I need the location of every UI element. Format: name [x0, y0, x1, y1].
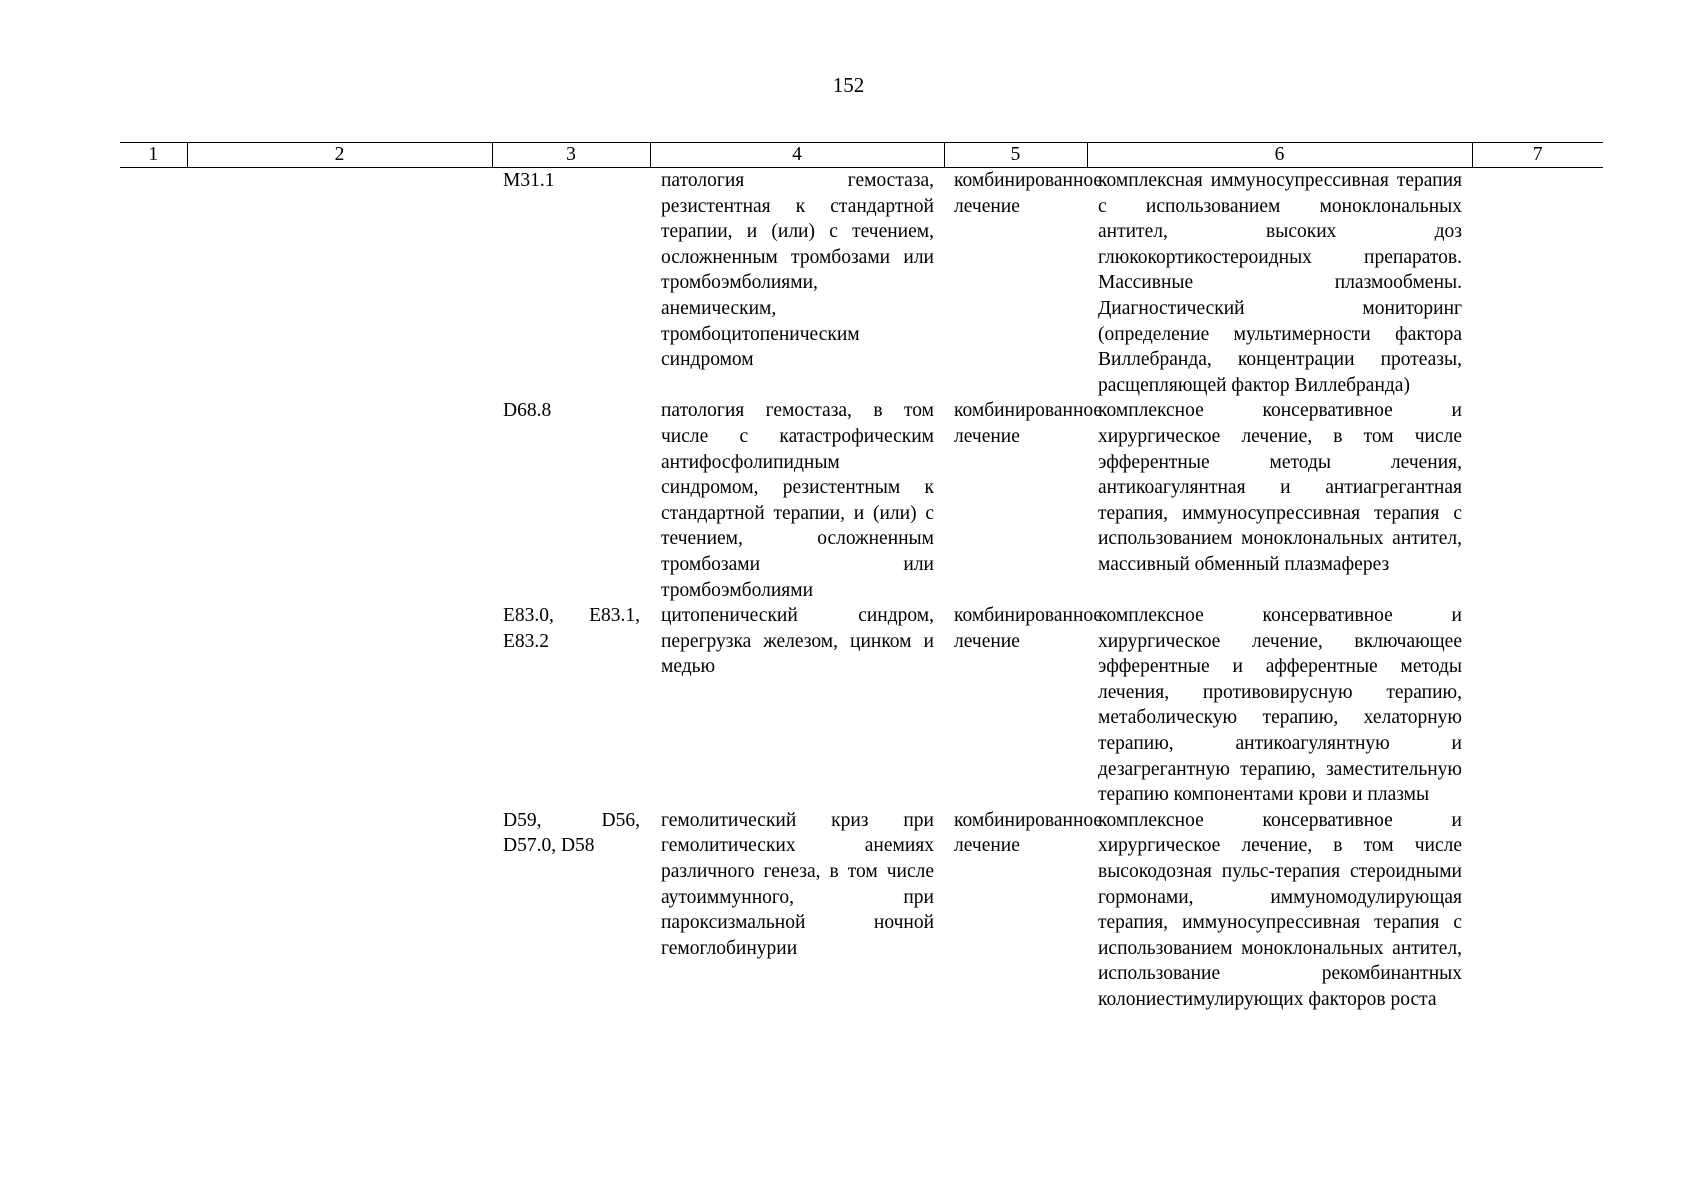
cell-col7: [1472, 168, 1603, 399]
cell-col1: [120, 398, 187, 603]
header-col-3: 3: [492, 143, 650, 168]
cell-code: D59, D56, D57.0, D58: [503, 809, 640, 857]
cell-description: патология гемостаза, резистентная к стандартной терапии, и (или) с течением, осложненным тромбозами или тромбоэмболиями, анемическим, тромбоцитопеническим синдромом: [661, 170, 934, 371]
cell-treatment-type: комбинированное лечение: [954, 170, 1103, 217]
cell-code: E83.0, E83.1, E83.2: [503, 605, 640, 652]
cell-col2: [187, 808, 492, 1013]
table-row: [120, 398, 1603, 603]
cell-col1: [120, 168, 187, 399]
header-col-5: 5: [944, 143, 1087, 168]
table-row: [120, 603, 1603, 808]
cell-description: патология гемостаза, в том числе с катастрофическим антифосфолипидным синдромом, резистентным к стандартной терапии, и (или) с течением, осложненным тромбозами или тромбоэмболиями: [661, 400, 934, 601]
cell-col2: [187, 398, 492, 603]
table-row: [120, 808, 1603, 1013]
cell-description: гемолитический криз при гемолитических анемиях различного генеза, в том числе аутоиммунного, при пароксизмальной ночной гемоглобинурии: [661, 809, 934, 959]
cell-treatment-type: комбинированное лечение: [954, 809, 1103, 857]
table-header: [120, 143, 1603, 168]
table-row: [120, 168, 1603, 399]
cell-code: M31.1: [503, 170, 555, 191]
cell-method: комплексная иммуносупрессивная терапия с использованием моноклональных антител, высоких доз глюкокортикостероидных препаратов. Массивные плазмообмены. Диагностический мониторинг (определение мультимерности фактора Виллебранда, концентрации протеазы, расщепляющей фактор Виллебранда): [1098, 170, 1462, 396]
cell-col7: [1472, 808, 1603, 1013]
header-row: [120, 143, 1603, 168]
cell-col7: [1472, 603, 1603, 808]
header-col-6: 6: [1087, 143, 1472, 168]
cell-col1: [120, 603, 187, 808]
header-col-1: 1: [120, 143, 187, 168]
cell-code: D68.8: [503, 400, 552, 422]
table-body: [120, 168, 1603, 1013]
treatment-table: [120, 142, 1603, 1013]
cell-method: комплексное консервативное и хирургическое лечение, включающее эфферентные и афферентные методы лечения, противовирусную терапию, метаболическую терапию, хелаторную терапию, антикоагулянтную и дезагрегантную терапию, заместительную терапию компонентами крови и плазмы: [1098, 605, 1462, 806]
page-number: 152: [832, 73, 865, 97]
treatment-table-container: [120, 142, 1603, 1013]
cell-method: комплексное консервативное и хирургическое лечение, в том числе эфферентные методы лечения, антикоагулянтная и антиагрегантная терапия, иммуносупрессивная терапия с использованием моноклональных антител, массивный обменный плазмаферез: [1098, 400, 1462, 575]
cell-description: цитопенический синдром, перегрузка железом, цинком и медью: [661, 605, 934, 678]
header-col-4: 4: [650, 143, 944, 168]
header-col-2: 2: [187, 143, 492, 168]
cell-col2: [187, 168, 492, 399]
header-col-7: 7: [1472, 143, 1603, 168]
cell-treatment-type: комбинированное лечение: [954, 605, 1103, 652]
cell-col2: [187, 603, 492, 808]
cell-col1: [120, 808, 187, 1013]
cell-col7: [1472, 398, 1603, 603]
cell-method: комплексное консервативное и хирургическое лечение, в том числе высокодозная пульс-терапия стероидными гормонами, иммуномодулирующая терапия, иммуносупрессивная терапия с использованием моноклональных антител, использование рекомбинантных колониестимулирующих факторов роста: [1098, 809, 1462, 1010]
cell-treatment-type: комбинированное лечение: [954, 400, 1103, 447]
